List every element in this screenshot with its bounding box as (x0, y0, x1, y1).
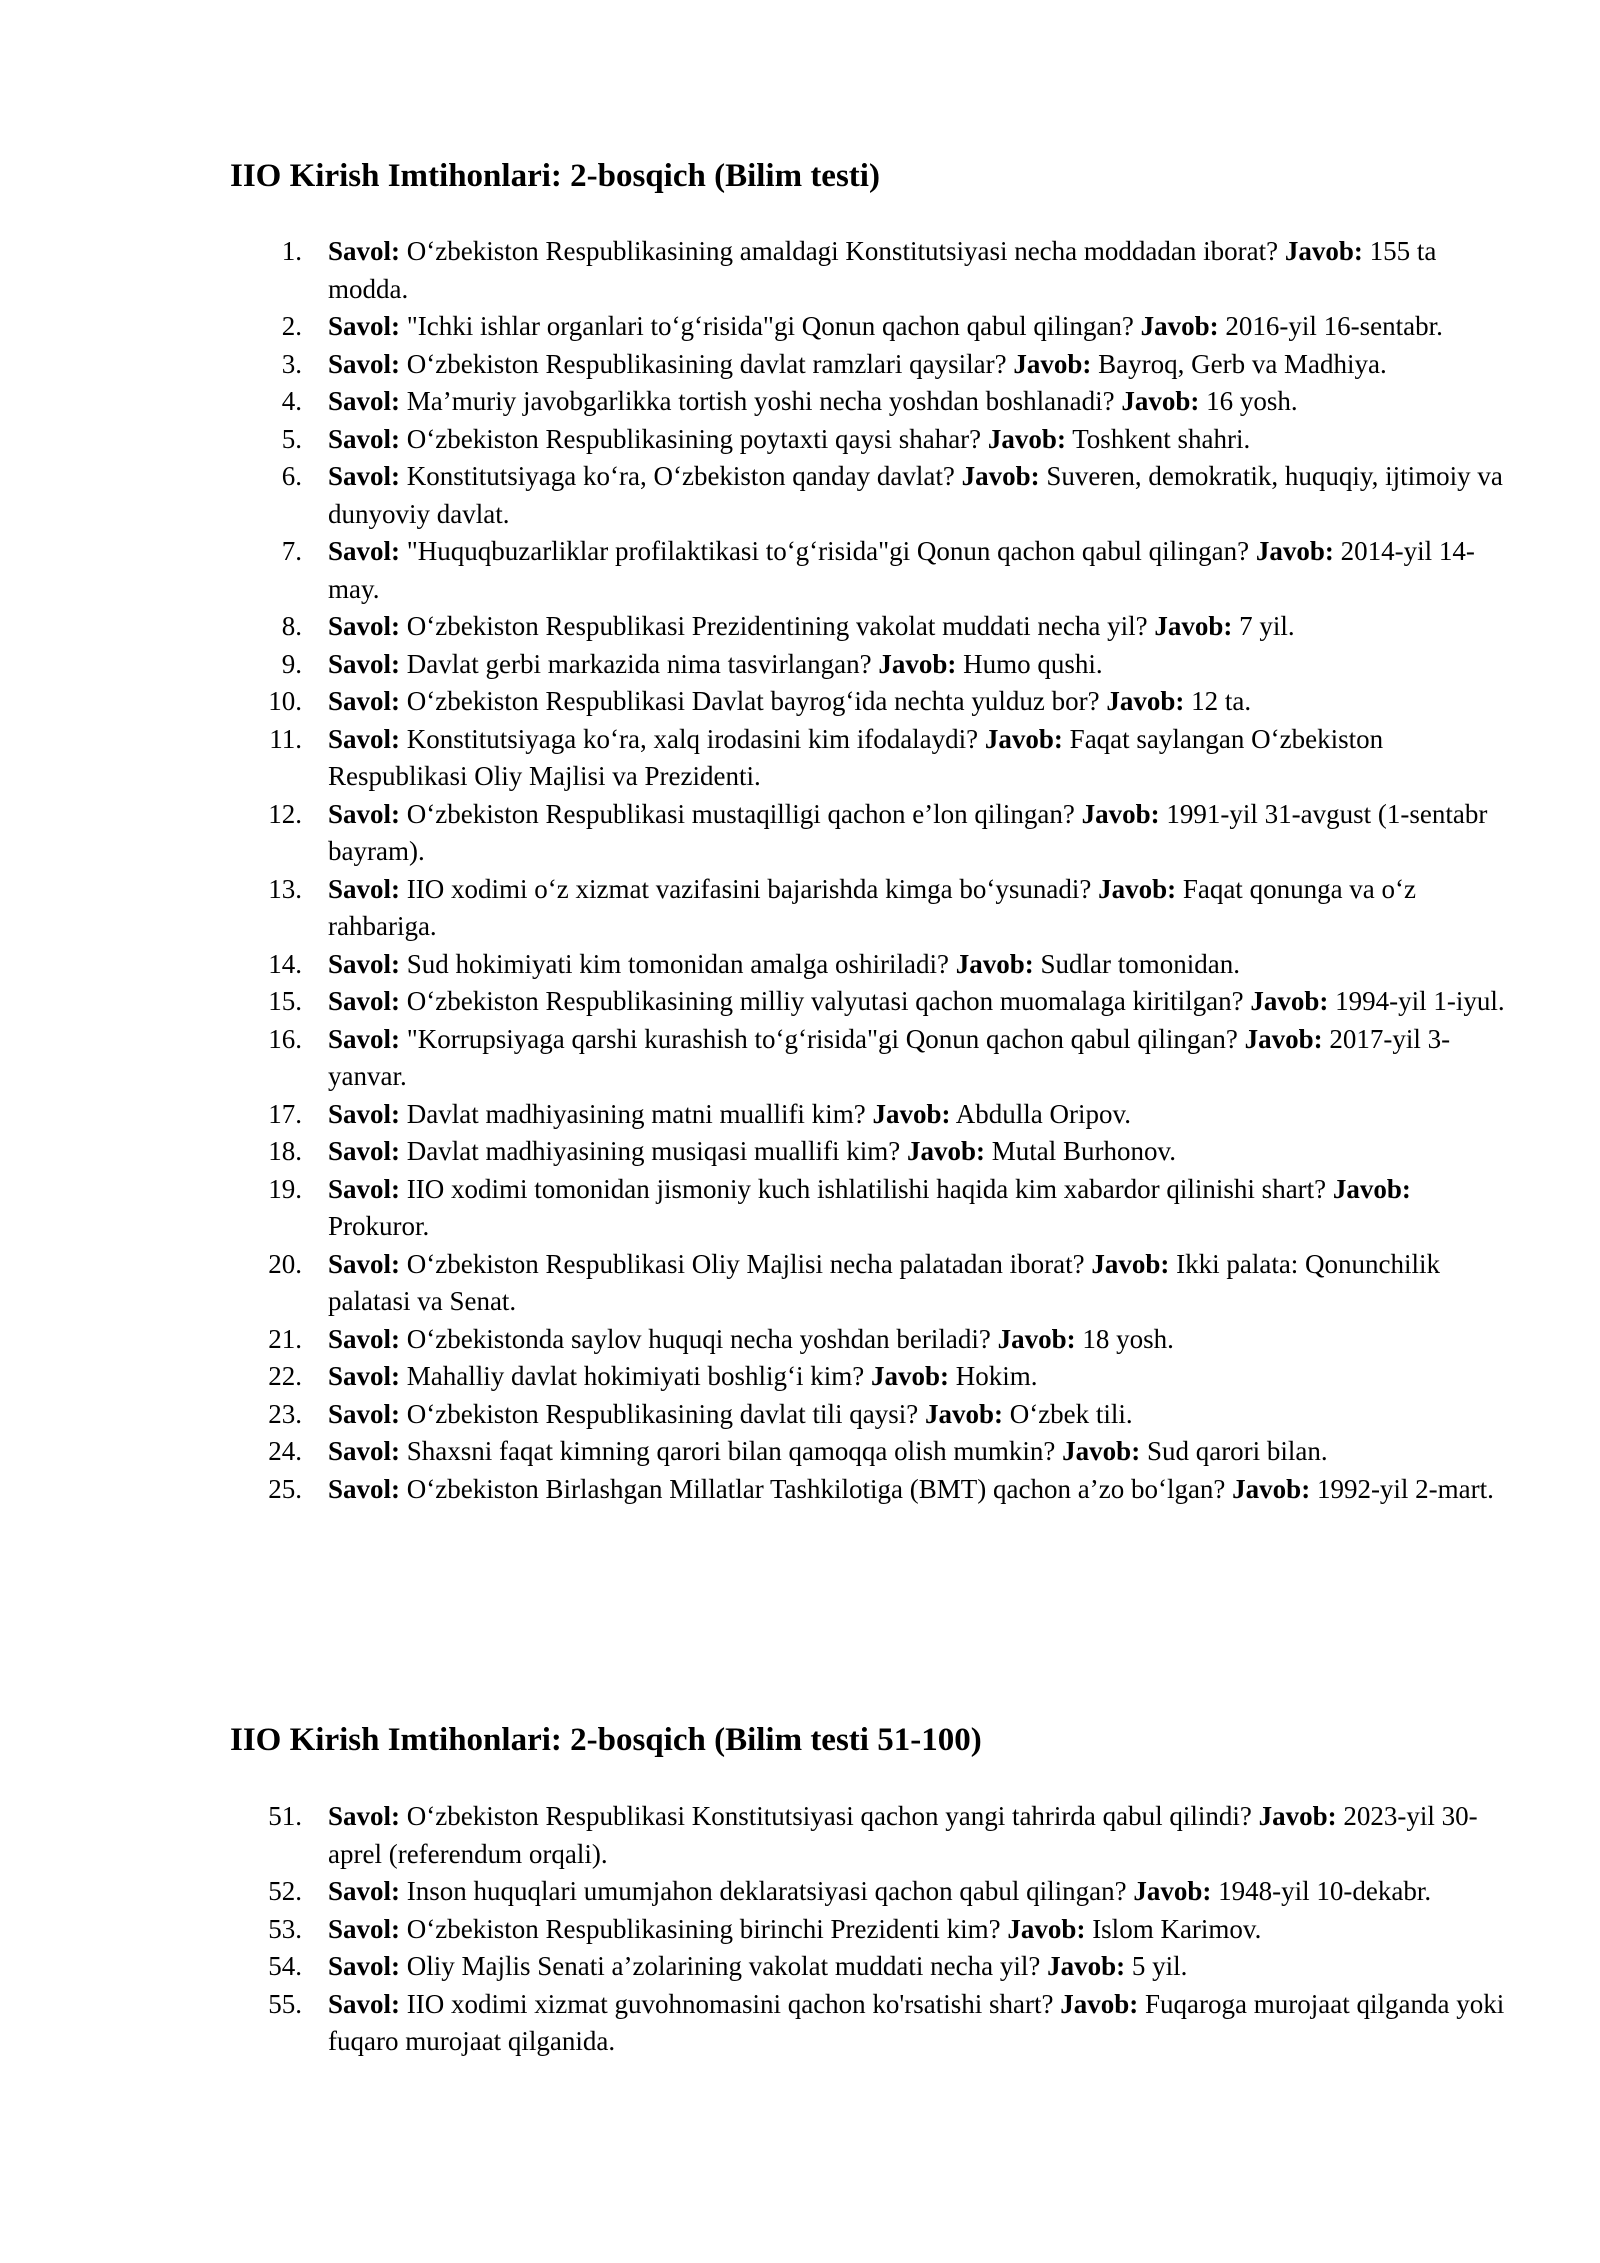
savol-label: Savol: (328, 1173, 401, 1204)
savol-label: Savol: (328, 1248, 401, 1279)
javob-label: Javob: (997, 1323, 1076, 1354)
item-number: 21. (268, 1323, 302, 1354)
item-number: 5. (281, 423, 302, 454)
list-item (230, 308, 1510, 346)
answer-text: 12 ta. (1191, 686, 1252, 716)
javob-label: Javob: (870, 1361, 949, 1391)
list-item (230, 1798, 1510, 1873)
list-item (230, 1096, 1510, 1134)
item-number: 23. (268, 1398, 302, 1429)
savol-label: Savol: (328, 1436, 401, 1466)
javob-label: Javob: (1081, 798, 1160, 829)
question-text: O‘zbekistonda saylov huquqi necha yoshdan beriladi? (406, 1323, 991, 1354)
question-text: O‘zbekiston Respublikasining milliy valyutasi qachon muomalaga kiritilgan? (406, 986, 1244, 1016)
javob-label: Javob: (1154, 611, 1233, 641)
javob-label: Javob: (1060, 1988, 1139, 2019)
item-number: 3. (281, 348, 302, 379)
javob-label: Javob: (1098, 873, 1177, 904)
savol-label: Savol: (328, 1473, 401, 1504)
list-item (230, 383, 1510, 421)
question-text: Davlat gerbi markazida nima tasvirlangan? (406, 648, 872, 679)
list-item (230, 983, 1510, 1021)
javob-label: Javob: (955, 948, 1034, 979)
javob-label: Javob: (1140, 311, 1219, 341)
list-item (230, 458, 1510, 533)
question-text: O‘zbekiston Respublikasining amaldagi Konstitutsiyasi necha moddadan iborat? (406, 236, 1279, 266)
question-text: O‘zbekiston Respublikasining davlat tili qaysi? (406, 1398, 919, 1429)
savol-label: Savol: (328, 1913, 401, 1944)
question-text: Davlat madhiyasining musiqasi muallifi kim? (406, 1136, 901, 1166)
list-item (230, 1396, 1510, 1434)
javob-label: Javob: (1133, 1876, 1212, 1906)
item-number: 51. (268, 1801, 302, 1831)
question-text: O‘zbekiston Respublikasi Konstitutsiyasi qachon yangi tahrirda qabul qilindi? (406, 1801, 1252, 1831)
item-number: 8. (281, 611, 302, 641)
question-text: IIO xodimi tomonidan jismoniy kuch ishlatilishi haqida kim xabardor qilinishi shart? (406, 1173, 1327, 1204)
answer-text: Toshkent shahri. (1072, 423, 1251, 454)
javob-label: Javob: (906, 1136, 985, 1166)
savol-label: Savol: (328, 1136, 401, 1166)
savol-label: Savol: (328, 1361, 401, 1391)
savol-label: Savol: (328, 536, 401, 566)
javob-label: Javob: (987, 423, 1066, 454)
item-number: 22. (268, 1361, 302, 1391)
item-number: 14. (268, 948, 302, 979)
savol-label: Savol: (328, 423, 401, 454)
list-item (230, 646, 1510, 684)
savol-label: Savol: (328, 311, 401, 341)
answer-text: Sud qarori bilan. (1146, 1436, 1328, 1466)
javob-label: Javob: (984, 723, 1063, 754)
answer-text: Islom Karimov. (1092, 1913, 1262, 1944)
answer-text: 1992-yil 2-mart. (1316, 1473, 1494, 1504)
answer-text: Humo qushi. (963, 648, 1103, 679)
answer-text: Faqat qonunga va o‘z rahbariga. (328, 873, 1417, 941)
list-item (230, 796, 1510, 871)
list-item (230, 1021, 1510, 1096)
savol-label: Savol: (328, 686, 401, 716)
javob-label: Javob: (1007, 1913, 1086, 1944)
list-item (230, 608, 1510, 646)
list-item (230, 1133, 1510, 1171)
list-item (230, 1948, 1510, 1986)
answer-text: 1994-yil 1-iyul. (1335, 986, 1505, 1016)
answer-text: 16 yosh. (1206, 386, 1298, 416)
item-number: 6. (281, 461, 302, 491)
answer-text: 1948-yil 10-dekabr. (1218, 1876, 1432, 1906)
answer-text: 2017-yil 3-yanvar. (328, 1023, 1451, 1091)
question-list (230, 1798, 1510, 2061)
question-text: Konstitutsiyaga ko‘ra, xalq irodasini kim ifodalaydi? (406, 723, 979, 754)
list-item (230, 346, 1510, 384)
question-text: Shaxsni faqat kimning qarori bilan qamoqqa olish mumkin? (406, 1436, 1056, 1466)
savol-label: Savol: (328, 1876, 401, 1906)
question-text: "Huquqbuzarliklar profilaktikasi to‘g‘risida"gi Qonun qachon qabul qilingan? (406, 536, 1250, 566)
savol-label: Savol: (328, 1801, 401, 1831)
answer-text: 2016-yil 16-sentabr. (1225, 311, 1443, 341)
list-item (230, 1358, 1510, 1396)
question-text: O‘zbekiston Respublikasining poytaxti qaysi shahar? (406, 423, 982, 454)
list-item (230, 1246, 1510, 1321)
list-item (230, 871, 1510, 946)
answer-text: Abdulla Oripov. (955, 1098, 1131, 1129)
list-item (230, 533, 1510, 608)
question-text: "Ichki ishlar organlari to‘g‘risida"gi Qonun qachon qabul qilingan? (406, 311, 1134, 341)
javob-label: Javob: (872, 1098, 951, 1129)
item-number: 1. (281, 236, 302, 266)
javob-label: Javob: (1091, 1248, 1170, 1279)
item-number: 20. (268, 1248, 302, 1279)
question-text: O‘zbekiston Respublikasi Davlat bayrog‘ida nechta yulduz bor? (406, 686, 1100, 716)
question-text: IIO xodimi o‘z xizmat vazifasini bajarishda kimga bo‘ysunadi? (406, 873, 1092, 904)
item-number: 54. (268, 1951, 302, 1981)
savol-label: Savol: (328, 1023, 401, 1054)
item-number: 18. (268, 1136, 302, 1166)
item-number: 2. (281, 311, 302, 341)
list-item (230, 1986, 1510, 2061)
list-item (230, 721, 1510, 796)
savol-label: Savol: (328, 986, 401, 1016)
item-number: 4. (281, 386, 302, 416)
item-number: 55. (268, 1988, 302, 2019)
answer-text: 2014-yil 14-may. (328, 536, 1475, 604)
savol-label: Savol: (328, 1323, 401, 1354)
savol-label: Savol: (328, 1098, 401, 1129)
item-number: 10. (268, 686, 302, 716)
javob-label: Javob: (961, 461, 1040, 491)
question-text: Inson huquqlari umumjahon deklaratsiyasi qachon qabul qilingan? (406, 1876, 1127, 1906)
savol-label: Savol: (328, 798, 401, 829)
question-text: O‘zbekiston Respublikasining davlat ramzlari qaysilar? (406, 348, 1007, 379)
answer-text: Sudlar tomonidan. (1040, 948, 1240, 979)
item-number: 7. (281, 536, 302, 566)
list-item (230, 1911, 1510, 1949)
list-item (230, 1171, 1510, 1246)
javob-label: Javob: (1013, 348, 1092, 379)
question-text: Oliy Majlis Senati a’zolarining vakolat muddati necha yil? (406, 1951, 1041, 1981)
question-text: Mahalliy davlat hokimiyati boshlig‘i kim? (406, 1361, 865, 1391)
savol-label: Savol: (328, 348, 401, 379)
answer-text: 5 yil. (1131, 1951, 1188, 1981)
javob-label: Javob: (1284, 236, 1363, 266)
list-item (230, 1873, 1510, 1911)
javob-label: Javob: (1062, 1436, 1141, 1466)
savol-label: Savol: (328, 873, 401, 904)
javob-label: Javob: (1258, 1801, 1337, 1831)
answer-text: Faqat saylangan O‘zbekiston Respublikasi Oliy Majlisi va Prezidenti. (328, 723, 1384, 791)
question-text: O‘zbekiston Respublikasining birinchi Prezidenti kim? (406, 1913, 1001, 1944)
savol-label: Savol: (328, 611, 401, 641)
item-number: 19. (268, 1173, 302, 1204)
javob-label: Javob: (1121, 386, 1200, 416)
list-item (230, 1433, 1510, 1471)
javob-label: Javob: (1106, 686, 1185, 716)
javob-label: Javob: (878, 648, 957, 679)
javob-label: Javob: (1255, 536, 1334, 566)
javob-label: Javob: (1332, 1173, 1411, 1204)
savol-label: Savol: (328, 1398, 401, 1429)
savol-label: Savol: (328, 723, 401, 754)
item-number: 53. (268, 1913, 302, 1944)
savol-label: Savol: (328, 1988, 401, 2019)
question-text: O‘zbekiston Respublikasi mustaqilligi qachon e’lon qilingan? (406, 798, 1075, 829)
section-bilim-testi (230, 156, 1510, 1508)
question-text: O‘zbekiston Birlashgan Millatlar Tashkilotiga (BMT) qachon a’zo bo‘lgan? (406, 1473, 1226, 1504)
answer-text: O‘zbek tili. (1009, 1398, 1133, 1429)
answer-text: Prokuror. (328, 1211, 430, 1241)
savol-label: Savol: (328, 1951, 401, 1981)
savol-label: Savol: (328, 648, 401, 679)
javob-label: Javob: (1047, 1951, 1126, 1981)
question-text: O‘zbekiston Respublikasi Prezidentining vakolat muddati necha yil? (406, 611, 1148, 641)
section-title: IIO Kirish Imtihonlari: 2-bosqich (Bilim testi) (230, 158, 880, 194)
question-text: Ma’muriy javobgarlikka tortish yoshi necha yoshdan boshlanadi? (406, 386, 1115, 416)
answer-text: Hokim. (955, 1361, 1038, 1391)
savol-label: Savol: (328, 461, 401, 491)
section-bilim-testi-51-100 (230, 1720, 1510, 2061)
answer-text: Fuqaroga murojaat qilganda yoki fuqaro murojaat qilganida. (328, 1988, 1505, 2056)
answer-text: 155 ta modda. (328, 236, 1437, 304)
question-text: O‘zbekiston Respublikasi Oliy Majlisi necha palatadan iborat? (406, 1248, 1085, 1279)
item-number: 16. (268, 1023, 302, 1054)
javob-label: Javob: (1232, 1473, 1311, 1504)
javob-label: Javob: (1244, 1023, 1323, 1054)
answer-text: Mutal Burhonov. (991, 1136, 1176, 1166)
answer-text: 2023-yil 30-aprel (referendum orqali). (328, 1801, 1478, 1869)
question-text: IIO xodimi xizmat guvohnomasini qachon ko'rsatishi shart? (406, 1988, 1054, 2019)
savol-label: Savol: (328, 386, 401, 416)
answer-text: Ikki palata: Qonunchilik palatasi va Senat. (328, 1248, 1441, 1316)
item-number: 12. (268, 798, 302, 829)
item-number: 11. (269, 723, 302, 754)
list-item (230, 1471, 1510, 1509)
item-number: 52. (268, 1876, 302, 1906)
answer-text: Suveren, demokratik, huquqiy, ijtimoiy va dunyoviy davlat. (328, 461, 1503, 529)
list-item (230, 1321, 1510, 1359)
item-number: 9. (281, 648, 302, 679)
answer-text: 18 yosh. (1082, 1323, 1174, 1354)
savol-label: Savol: (328, 236, 401, 266)
question-text: "Korrupsiyaga qarshi kurashish to‘g‘risida"gi Qonun qachon qabul qilingan? (406, 1023, 1238, 1054)
item-number: 13. (268, 873, 302, 904)
item-number: 24. (268, 1436, 302, 1466)
item-number: 25. (268, 1473, 302, 1504)
list-item (230, 683, 1510, 721)
section-title: IIO Kirish Imtihonlari: 2-bosqich (Bilim testi 51-100) (230, 1722, 982, 1758)
question-list (230, 233, 1510, 1508)
answer-text: 7 yil. (1239, 611, 1295, 641)
answer-text: 1991-yil 31-avgust (1-sentabr bayram). (328, 798, 1488, 866)
javob-label: Javob: (924, 1398, 1003, 1429)
question-text: Davlat madhiyasining matni muallifi kim? (406, 1098, 866, 1129)
answer-text: Bayroq, Gerb va Madhiya. (1098, 348, 1387, 379)
list-item (230, 946, 1510, 984)
savol-label: Savol: (328, 948, 401, 979)
question-text: Sud hokimiyati kim tomonidan amalga oshiriladi? (406, 948, 949, 979)
item-number: 17. (268, 1098, 302, 1129)
item-number: 15. (268, 986, 302, 1016)
list-item (230, 233, 1510, 308)
question-text: Konstitutsiyaga ko‘ra, O‘zbekiston qanday davlat? (406, 461, 955, 491)
javob-label: Javob: (1250, 986, 1329, 1016)
list-item (230, 421, 1510, 459)
